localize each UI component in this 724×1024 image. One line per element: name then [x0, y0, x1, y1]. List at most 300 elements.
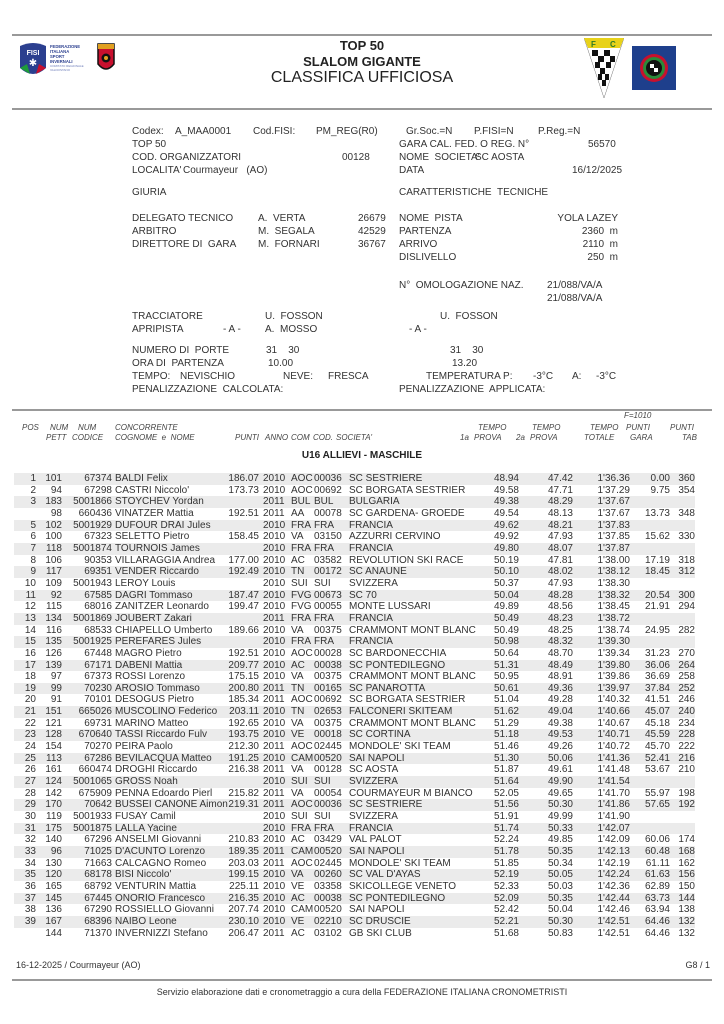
cell-com: FRA	[291, 612, 311, 624]
cell-pos: 35	[24, 869, 36, 881]
cell-punti: 230.10	[228, 915, 259, 927]
cell-name: STOYCHEV Yordan	[115, 496, 204, 508]
cell-cod: 00375	[314, 717, 342, 729]
penalizzazione-applicata: PENALIZZAZIONE APPLICATA:	[399, 384, 546, 395]
cell-codice: 5001869	[73, 612, 112, 624]
gara-label: GARA CAL. FED. O REG. N°	[399, 139, 530, 150]
table-row	[14, 788, 695, 800]
cell-puntigara: 18.45	[644, 566, 670, 578]
cell-cod: 00520	[314, 846, 342, 857]
cell-pett: 161	[45, 764, 62, 776]
cell-cod: 00375	[314, 671, 342, 683]
cell-com: AOC	[291, 857, 313, 869]
cell-totale: 1'37.67	[597, 507, 630, 519]
cell-pett: 183	[45, 496, 62, 508]
cell-societa: AZZURRI CERVINO	[349, 531, 441, 543]
cell-tempo2: 47.93	[547, 531, 573, 543]
svg-text:✱: ✱	[28, 58, 38, 69]
cell-tempo1: 49.89	[493, 601, 519, 613]
cell-pett: 135	[45, 636, 62, 648]
omologazione-1: 21/088/VA/A	[547, 280, 603, 291]
cell-societa: SVIZZERA	[349, 811, 398, 823]
cell-anno: 2010	[263, 869, 286, 881]
cell-totale: 1'41.86	[597, 799, 630, 811]
cell-puntitab: 348	[678, 507, 695, 519]
cell-societa: SAI NAPOLI	[349, 846, 405, 857]
cell-codice: 67290	[84, 904, 112, 916]
cell-pett: 109	[45, 577, 62, 589]
cell-name: BALDI Felix	[115, 473, 168, 484]
cell-pos: 36	[24, 880, 36, 892]
cell-pett: 170	[45, 799, 62, 811]
cell-totale: 1'42.36	[597, 880, 630, 892]
cell-tempo1: 50.10	[493, 566, 519, 578]
cell-com: VA	[291, 717, 304, 729]
cell-puntitab: 138	[678, 904, 695, 916]
cell-anno: 2010	[263, 589, 286, 601]
cell-tempo2: 49.65	[547, 787, 573, 799]
cell-name: VENDER Riccardo	[115, 566, 199, 578]
table-row	[14, 916, 695, 928]
cell-name: JOUBERT Zakari	[115, 612, 192, 624]
cell-punti: 175.15	[228, 671, 259, 683]
cell-com: FRA	[291, 542, 311, 554]
pista-label: NOME PISTA	[399, 213, 463, 224]
cell-tempo1: 48.94	[493, 473, 519, 484]
cell-totale: 1'40.71	[597, 729, 630, 741]
cell-puntitab: 330	[678, 531, 695, 543]
cell-anno: 2011	[263, 694, 285, 706]
cell-name: BISI Niccolo'	[115, 869, 172, 881]
cell-codice: 5001933	[73, 811, 112, 823]
cell-totale: 1'38.00	[597, 554, 630, 566]
footer-service-note: Servizio elaborazione dati e cronometraggio a cura della FEDERAZIONE ITALIANA CRONOMETRISTI	[156, 987, 568, 997]
cell-totale: 1'42.44	[597, 892, 630, 904]
cell-societa: SC 70	[349, 589, 377, 601]
cell-pos: 6	[30, 531, 36, 543]
cell-pett: 96	[50, 846, 62, 857]
cell-punti: 203.11	[229, 706, 259, 718]
cell-tempo1: 52.33	[493, 880, 519, 892]
cell-punti: 225.11	[229, 880, 259, 892]
jury-name: M. FORNARI	[258, 239, 320, 250]
cell-codice: 68533	[84, 624, 112, 636]
cell-totale: 1'38.12	[597, 566, 630, 578]
cell-puntitab: 360	[678, 473, 695, 484]
cell-totale: 1'41.90	[597, 811, 630, 823]
cell-codice: 665026	[78, 706, 112, 718]
codfisi-value: PM_REG(R0)	[316, 126, 378, 137]
table-row	[14, 590, 695, 602]
cell-codice: 660436	[78, 507, 112, 519]
cell-pett: 97	[50, 671, 62, 683]
cell-name: CASTRI Niccolo'	[115, 484, 190, 496]
table-row	[14, 671, 695, 683]
cell-pos: 27	[24, 776, 36, 788]
cell-tempo1: 51.18	[493, 729, 519, 741]
cell-puntigara: 0.00	[650, 473, 670, 484]
cell-totale: 1'40.66	[597, 706, 630, 718]
cell-puntigara: 13.73	[644, 507, 670, 519]
porte-label: NUMERO DI PORTE	[132, 345, 230, 356]
cell-pos: 15	[24, 636, 36, 648]
cell-pos: 21	[24, 706, 36, 718]
cell-pos: 2	[30, 484, 36, 496]
cell-anno: 2010	[263, 542, 286, 554]
cell-name: PEIRA Paolo	[115, 741, 173, 753]
cell-name: DAGRI Tommaso	[115, 589, 193, 601]
cell-pos: 12	[24, 601, 36, 613]
table-row	[14, 799, 695, 811]
cell-name: LEROY Louis	[115, 577, 176, 589]
table-row	[14, 834, 695, 846]
table-row	[14, 520, 695, 532]
cell-codice: 67286	[84, 752, 112, 764]
cell-totale: 1'36.36	[597, 473, 630, 484]
cell-puntitab: 240	[678, 706, 695, 718]
cell-tempo2: 49.28	[547, 694, 573, 706]
cell-puntigara: 60.06	[644, 834, 670, 846]
cell-anno: 2011	[263, 496, 285, 508]
cell-punti: 207.74	[228, 904, 259, 916]
cell-tempo1: 49.62	[493, 519, 519, 531]
cell-name: MAGRO Pietro	[115, 647, 182, 659]
col-totale: TOTALE	[584, 433, 615, 442]
cell-totale: 1'42.51	[597, 927, 630, 939]
cell-cod: 00520	[314, 752, 342, 764]
cell-pett: 94	[50, 484, 62, 496]
ora-2: 13.20	[452, 358, 478, 369]
cell-anno: 2010	[263, 729, 286, 741]
cell-punti: 203.03	[228, 857, 259, 869]
cell-com: VE	[291, 880, 305, 892]
cell-codice: 70101	[84, 694, 112, 706]
cell-pos: 23	[24, 729, 36, 741]
cell-codice: 68178	[84, 869, 112, 881]
col-punti-tab-2: TAB	[682, 433, 697, 442]
cell-anno: 2011	[263, 799, 285, 811]
cell-name: VINATZER Mattia	[115, 507, 194, 519]
cell-anno: 2010	[263, 566, 286, 578]
cell-societa: SC BORGATA SESTRIER	[349, 694, 466, 706]
cell-puntigara: 9.75	[650, 484, 670, 496]
col-num-codice-2: CODICE	[72, 433, 104, 442]
cell-puntigara: 41.51	[644, 694, 670, 706]
cell-codice: 660474	[78, 764, 112, 776]
cell-societa: MONTE LUSSARI	[349, 601, 431, 613]
table-row	[14, 904, 695, 916]
cell-cod: 02445	[314, 857, 342, 869]
cell-totale: 1'37.85	[597, 531, 630, 543]
cell-punti: 158.45	[228, 531, 259, 543]
svg-text:INVERNALI: INVERNALI	[50, 59, 73, 64]
cell-puntitab: 300	[678, 589, 695, 601]
cell-pett: 130	[45, 857, 62, 869]
cell-tempo2: 47.81	[547, 554, 573, 566]
table-row	[14, 823, 695, 835]
cell-cod: BUL	[314, 496, 334, 508]
cell-com: FVG	[291, 601, 312, 613]
cell-puntigara: 36.69	[644, 671, 670, 683]
cell-societa: SVIZZERA	[349, 776, 398, 788]
cell-codice: 68792	[84, 880, 112, 892]
cell-pos: 9	[30, 566, 36, 578]
jury-code: 26679	[358, 213, 386, 224]
cell-puntitab: 354	[678, 484, 695, 496]
cell-anno: 2010	[263, 811, 286, 823]
cell-punti: 216.35	[228, 892, 259, 904]
cell-puntitab: 258	[678, 671, 695, 683]
cell-puntitab: 252	[678, 682, 695, 694]
cell-anno: 2011	[263, 612, 285, 624]
cell-name: ROSSIELLO Giovanni	[115, 904, 214, 916]
apripista-1: A. MOSSO	[265, 324, 318, 335]
cell-totale: 1'42.13	[597, 846, 630, 857]
cell-name: LALLA Yacine	[115, 822, 177, 834]
cell-codice: 69731	[84, 717, 112, 729]
cell-puntigara: 45.70	[644, 741, 670, 753]
cell-pett: 154	[45, 741, 62, 753]
cell-totale: 1'39.80	[597, 659, 630, 671]
cell-societa: FRANCIA	[349, 636, 393, 648]
col-num-codice-1: NUM	[78, 423, 97, 432]
porte-2: 31 30	[450, 345, 484, 356]
cell-totale: 1'40.32	[597, 694, 630, 706]
cell-name: ROSSI Lorenzo	[115, 671, 186, 683]
cell-tempo1: 49.58	[493, 484, 519, 496]
table-row	[14, 578, 695, 590]
neve-value: FRESCA	[328, 371, 369, 382]
cell-codice: 69351	[84, 566, 112, 578]
cell-pett: 116	[46, 624, 62, 636]
cell-cod: 00375	[314, 624, 342, 636]
col-tempo-tot: TEMPO	[590, 423, 619, 432]
cell-punti: 199.15	[228, 869, 259, 881]
cell-tempo1: 50.49	[493, 612, 519, 624]
table-row	[14, 683, 695, 695]
cell-puntitab: 294	[678, 601, 695, 613]
cell-pett: 175	[45, 822, 62, 834]
col-tempo-2a: TEMPO	[532, 423, 561, 432]
cell-societa: SAI NAPOLI	[349, 752, 405, 764]
pista-value: YOLA LAZEY	[557, 213, 618, 224]
cell-cod: FRA	[314, 519, 334, 531]
cell-tempo1: 51.56	[493, 799, 519, 811]
cell-codice: 70642	[84, 799, 112, 811]
cell-pett: 118	[46, 542, 62, 554]
cell-societa: BULGARIA	[349, 496, 400, 508]
cell-totale: 1'41.70	[597, 787, 630, 799]
jury-role: DELEGATO TECNICO	[132, 213, 234, 224]
cell-cod: 03102	[314, 927, 342, 939]
cell-pett: 115	[46, 601, 62, 613]
cell-societa: FRANCIA	[349, 822, 393, 834]
cell-com: TN	[291, 706, 305, 718]
cell-societa: SC PANAROTTA	[349, 682, 426, 694]
cell-anno: 2010	[263, 752, 286, 764]
cell-puntigara: 57.65	[644, 799, 670, 811]
svg-text:FISI: FISI	[26, 50, 40, 57]
cell-punti: 216.38	[228, 764, 259, 776]
table-row	[14, 508, 695, 520]
cell-cod: SUI	[314, 811, 331, 823]
apripista-label: APRIPISTA	[132, 324, 184, 335]
table-row	[14, 776, 695, 788]
cell-name: TOURNOIS James	[115, 542, 200, 554]
cell-punti: 219.31	[228, 799, 259, 811]
cell-societa: FALCONERI SKITEAM	[349, 706, 453, 718]
table-row	[14, 729, 695, 741]
cell-societa: SC SESTRIERE	[349, 799, 423, 811]
cell-anno: 2010	[263, 880, 286, 892]
cell-totale: 1'37.29	[597, 484, 630, 496]
fic-logo	[584, 38, 624, 103]
cell-cod: 00054	[314, 787, 342, 799]
cell-societa: SC SESTRIERE	[349, 473, 423, 484]
cell-pett: 165	[45, 880, 62, 892]
cell-anno: 2011	[263, 927, 285, 939]
cell-tempo2: 50.06	[547, 752, 573, 764]
cell-cod: 00692	[314, 484, 342, 496]
cell-name: BEVILACQUA Matteo	[115, 752, 212, 764]
cell-tempo2: 47.71	[547, 484, 573, 496]
cell-punti: 189.35	[228, 846, 259, 857]
cell-societa: SC GARDENA- GROEDE	[349, 507, 465, 519]
cell-com: AOC	[291, 741, 313, 753]
cell-pos: 34	[24, 857, 36, 869]
cell-pos: 25	[24, 752, 36, 764]
cell-punti: 192.51	[228, 507, 259, 519]
cell-cod: 00260	[314, 869, 342, 881]
cell-pos: 39	[24, 915, 36, 927]
cell-pett: 144	[45, 927, 62, 939]
col-punti-tab-1: PUNTI	[670, 423, 694, 432]
cell-tempo2: 48.29	[547, 496, 573, 508]
table-row	[14, 636, 695, 648]
cell-punti: 192.65	[228, 717, 259, 729]
cell-com: FRA	[291, 519, 311, 531]
cell-tempo1: 50.37	[493, 577, 519, 589]
cell-pos: 5	[30, 519, 36, 531]
cell-com: AC	[291, 554, 305, 566]
cell-codice: 68396	[84, 915, 112, 927]
ora-label: ORA DI PARTENZA	[132, 358, 224, 369]
cell-tempo2: 49.38	[547, 717, 573, 729]
cell-tempo2: 50.05	[547, 869, 573, 881]
cell-puntigara: 60.48	[644, 846, 670, 857]
cell-puntitab: 216	[678, 752, 695, 764]
cell-pett: 124	[45, 776, 62, 788]
cell-societa: SC PONTEDILEGNO	[349, 659, 446, 671]
cell-anno: 2010	[263, 659, 286, 671]
cell-name: AROSIO Tommaso	[115, 682, 200, 694]
cell-pos: 22	[24, 717, 36, 729]
cell-societa: SKICOLLEGE VENETO	[349, 880, 457, 892]
apripista-1-tag: - A -	[223, 324, 241, 335]
cell-pos: 32	[24, 834, 36, 846]
cell-com: FRA	[291, 822, 311, 834]
cell-puntigara: 64.46	[644, 915, 670, 927]
cell-tempo2: 50.34	[547, 857, 573, 869]
cell-pos: 28	[24, 787, 36, 799]
cell-tempo1: 49.38	[493, 496, 519, 508]
table-row	[14, 928, 695, 940]
table-row	[14, 473, 695, 485]
cell-tempo1: 52.05	[493, 787, 519, 799]
cell-puntitab: 222	[678, 741, 695, 753]
cell-name: GROSS Noah	[115, 776, 178, 788]
cell-pos: 38	[24, 904, 36, 916]
cell-punti: 185.34	[228, 694, 259, 706]
cell-tempo1: 52.21	[493, 915, 519, 927]
col-1a: 1a	[460, 433, 469, 442]
cell-puntitab: 132	[678, 927, 695, 939]
cell-pos: 37	[24, 892, 36, 904]
cell-cod: FRA	[314, 612, 334, 624]
cell-tempo2: 50.03	[547, 880, 573, 892]
cell-puntitab: 168	[678, 846, 695, 857]
cell-tempo1: 51.31	[493, 659, 519, 671]
cell-name: TASSI Riccardo Fulv	[115, 729, 208, 741]
cell-societa: CRAMMONT MONT BLANC	[349, 671, 476, 683]
cell-pos: 13	[24, 612, 36, 624]
ora-1: 10.00	[268, 358, 294, 369]
cell-com: VA	[291, 764, 304, 776]
cell-anno: 2011	[263, 682, 285, 694]
category-heading: U16 ALLIEVI - MASCHILE	[301, 450, 423, 461]
col-com: COM	[291, 433, 310, 442]
cell-pos: 26	[24, 764, 36, 776]
cell-societa: SC DRUSCIE	[349, 915, 411, 927]
cell-punti: 206.47	[228, 927, 259, 939]
cell-puntigara: 62.89	[644, 880, 670, 892]
jury-role: DIRETTORE DI GARA	[132, 239, 237, 250]
cell-cod: 00038	[314, 892, 342, 904]
cell-anno: 2010	[263, 636, 286, 648]
cell-cod: FRA	[314, 636, 334, 648]
cell-pett: 142	[45, 787, 62, 799]
cell-puntigara: 45.18	[644, 717, 670, 729]
table-row	[14, 485, 695, 497]
cell-totale: 1'42.09	[597, 834, 630, 846]
cell-puntigara: 31.23	[644, 647, 670, 659]
cell-tempo2: 48.28	[547, 589, 573, 601]
cell-anno: 2010	[263, 519, 286, 531]
table-row	[14, 601, 695, 613]
cell-tempo2: 48.21	[547, 519, 573, 531]
header-title-discipline: SLALOM GIGANTE	[303, 54, 421, 69]
cell-totale: 1'42.07	[597, 822, 630, 834]
cell-tempo2: 49.99	[547, 811, 573, 823]
porte-1: 31 30	[266, 345, 300, 356]
cell-codice: 67373	[84, 671, 112, 683]
cell-tempo2: 48.13	[547, 507, 573, 519]
cell-societa: SVIZZERA	[349, 577, 398, 589]
cell-societa: MONDOLE' SKI TEAM	[349, 741, 451, 753]
cell-societa: SC BARDONECCHIA	[349, 647, 447, 659]
cell-codice: 67448	[84, 647, 112, 659]
cell-com: AA	[291, 507, 305, 519]
cell-anno: 2011	[263, 741, 285, 753]
cell-totale: 1'39.34	[597, 647, 630, 659]
societa-label: NOME SOCIETA'	[399, 152, 480, 163]
col-pos: POS	[22, 423, 39, 432]
col-societa: SOCIETA'	[336, 433, 373, 442]
cell-punti: 193.75	[228, 729, 259, 741]
cell-pos: 17	[24, 659, 36, 671]
table-top-rule	[12, 409, 712, 411]
table-row	[14, 660, 695, 672]
